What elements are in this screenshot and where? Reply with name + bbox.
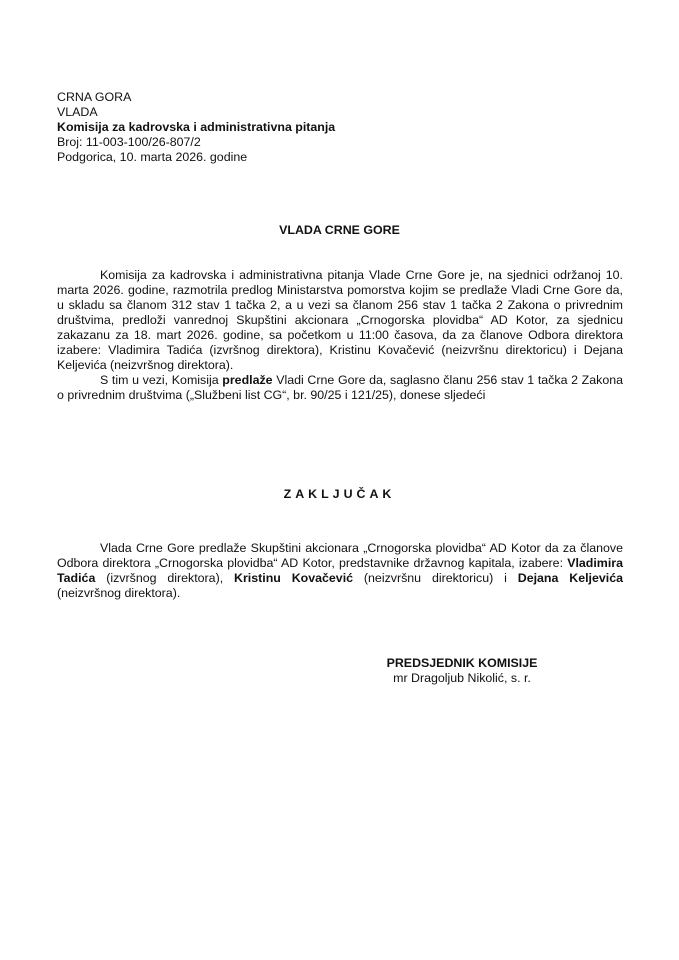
signature-name: mr Dragoljub Nikolić, s. r. (393, 671, 531, 685)
document-title: VLADA CRNE GORE (279, 223, 400, 237)
signature-block (352, 656, 572, 686)
conclusion-text-3: (neizvršnu direktoricu) i (353, 571, 518, 585)
header-government: VLADA (57, 105, 98, 119)
conclusion-name-1: Vladimira Tadića (57, 556, 623, 585)
p2-bold-verb: predlaže (222, 373, 273, 387)
signature-role: PREDSJEDNIK KOMISIJE (386, 656, 538, 670)
document-body (57, 268, 623, 403)
body-paragraph-1: Komisija za kadrovska i administrativna pitanja Vlade Crne Gore je, na sjednici održanoj 10. marta 2026. godine, razmotrila predlog Ministarstva pomorstva kojim se predlaže Vladi Crne Gore da, u skladu sa članom 312 stav 1 tačka 2, a u vezi sa članom 256 stav 1 tačka 2 Zakona o privrednim društvima, predloži vanrednoj Skupštini akcionara „Crnogorska plovidba“ AD Kotor, za sjednicu zakazanu za 18. mart 2026. godine, sa početkom u 11:00 časova, da za članove Odbora direktora izabere: Vladimira Tadića (izvršnog direktora), Kristinu Kovačević (neizvršnu direktoricu) i Dejana Keljevića (neizvršnog direktora). (57, 268, 623, 372)
body-paragraph-2 (57, 373, 623, 403)
conclusion-title: ZAKLJUČAK (283, 487, 396, 501)
p2-text-start: S tim u vezi, Komisija (100, 373, 223, 387)
p2-text-end: Vladi Crne Gore da, saglasno članu 256 stav 1 tačka 2 Zakona o privrednim društvima („Službeni list CG“, br. 90/25 i 121/25), donese sljedeći (57, 373, 623, 402)
document-header (57, 90, 335, 165)
conclusion-name-2: Kristinu Kovačević (234, 571, 354, 585)
conclusion-text-1: Vlada Crne Gore predlaže Skupštini akcionara „Crnogorska plovidba“ AD Kotor da za članove Odbora direktora „Crnogorska plovidba“ AD Kotor, predstavnike državnog kapitala, izabere: (57, 541, 623, 570)
conclusion-name-3: Dejana Keljevića (517, 571, 623, 585)
conclusion-text-4: (neizvršnog direktora). (57, 586, 181, 600)
conclusion-text-2: (izvršnog direktora), (95, 571, 235, 585)
header-place-date: Podgorica, 10. marta 2026. godine (57, 150, 248, 164)
conclusion-paragraph (57, 541, 623, 601)
header-number: Broj: 11-003-100/26-807/2 (57, 135, 201, 149)
conclusion-body (57, 541, 623, 601)
header-country: CRNA GORA (57, 90, 132, 104)
header-commission: Komisija za kadrovska i administrativna pitanja (57, 120, 336, 134)
